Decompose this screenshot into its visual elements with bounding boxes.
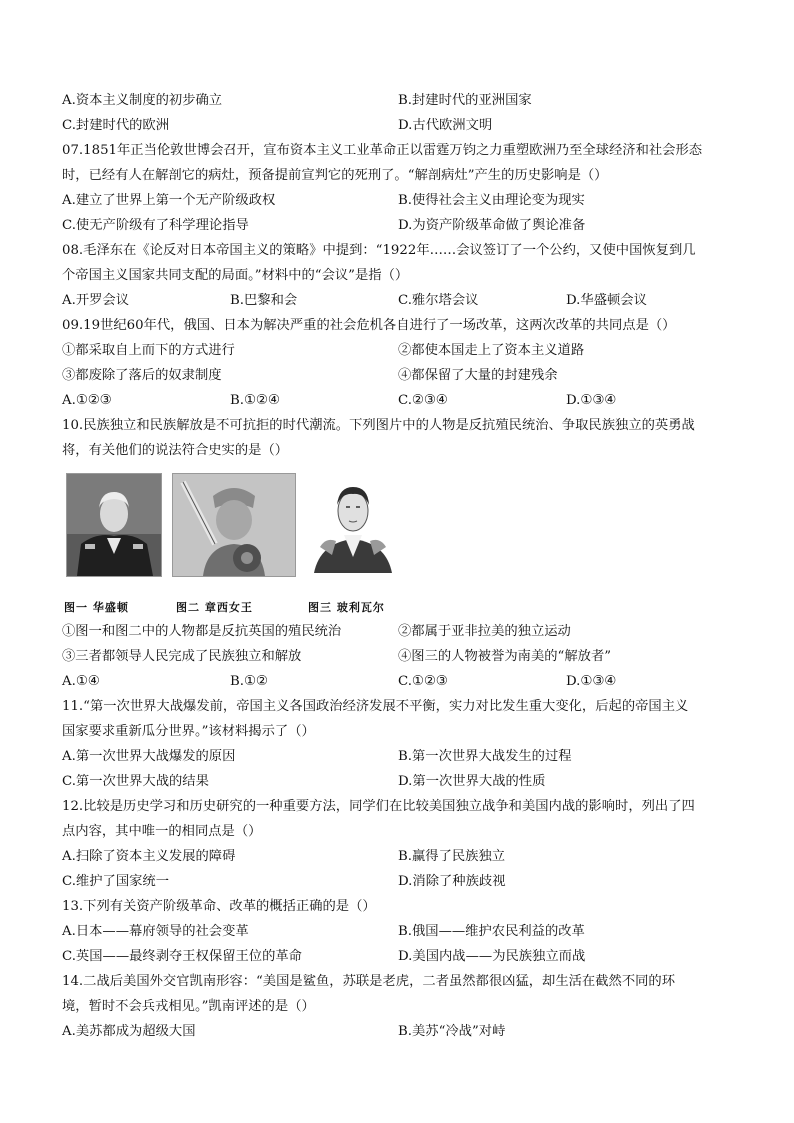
q10-stem-line-1: 10.民族独立和民族解放是不可抗拒的时代潮流。下列图片中的人物是反抗殖民统治、争取民族独立的英勇战	[62, 418, 695, 433]
q6-option-c: C.封建时代的欧洲	[62, 118, 170, 133]
q10-option-a: A.①④	[62, 674, 100, 689]
q13-option-b: B.俄国——维护农民利益的改革	[398, 924, 585, 939]
q13-option-a: A.日本——幕府领导的社会变革	[62, 924, 249, 939]
caption-figure-1: 图一 华盛顿	[64, 601, 129, 614]
washington-portrait-image	[66, 473, 162, 577]
q7-options-row-1	[62, 188, 734, 213]
q11-option-c: C.第一次世界大战的结果	[62, 774, 209, 789]
q9-statements-row-2	[62, 363, 734, 388]
q8-option-b: B.巴黎和会	[230, 293, 298, 308]
q10-statement-3: ③三者都领导人民完成了民族独立和解放	[62, 649, 302, 664]
q12-option-c: C.维护了国家统一	[62, 874, 170, 889]
q9-option-b: B.①②④	[230, 393, 280, 408]
q14-option-a: A.美苏都成为超级大国	[62, 1024, 196, 1039]
q14-stem-line-2: 境，暂时不会兵戎相见。”凯南评述的是（）	[62, 999, 315, 1014]
q10-stem-line-2: 将，有关他们的说法符合史实的是（）	[62, 443, 289, 458]
q12-options-row-2	[62, 869, 734, 894]
q7-option-b: B.使得社会主义由理论变为现实	[398, 193, 585, 208]
caption-figure-3: 图三 玻利瓦尔	[308, 601, 385, 614]
q9-statement-3: ③都废除了落后的奴隶制度	[62, 368, 222, 383]
q7-option-d: D.为资产阶级革命做了舆论准备	[398, 218, 586, 233]
q13-options-row-2	[62, 944, 734, 969]
q8-option-c: C.雅尔塔会议	[398, 293, 479, 308]
q11-stem-line-2: 国家要求重新瓜分世界。”该材料揭示了（）	[62, 724, 315, 739]
q11-option-d: D.第一次世界大战的性质	[398, 774, 546, 789]
q11-option-b: B.第一次世界大战发生的过程	[398, 749, 572, 764]
q9-statement-1: ①都采取自上而下的方式进行	[62, 343, 235, 358]
q10-option-b: B.①②	[230, 674, 268, 689]
q6-option-a: A.资本主义制度的初步确立	[62, 93, 223, 108]
q9-statement-4: ④都保留了大量的封建残余	[398, 368, 558, 383]
q14-stem-line-1: 14.二战后美国外交官凯南形容：“美国是鲨鱼，苏联是老虎，二者虽然都很凶猛，却生活在截然不同的环	[62, 974, 676, 989]
q9-statements-row-1	[62, 338, 734, 363]
q10-statements-row-2	[62, 644, 734, 669]
q9-option-a: A.①②③	[62, 393, 112, 408]
q10-statement-2: ②都属于亚非拉美的独立运动	[398, 624, 571, 639]
q8-option-a: A.开罗会议	[62, 293, 130, 308]
q11-option-a: A.第一次世界大战爆发的原因	[62, 749, 236, 764]
q13-option-d: D.美国内战——为民族独立而战	[398, 949, 586, 964]
q7-stem-line-2: 时，已经有人在解剖它的病灶，预备提前宣判它的死刑了。“解剖病灶”产生的历史影响是（）	[62, 168, 608, 183]
q13-option-c: C.英国——最终剥夺王权保留王位的革命	[62, 949, 302, 964]
q12-stem-line-1: 12.比较是历史学习和历史研究的一种重要方法，同学们在比较美国独立战争和美国内战的影响时，列出了四	[62, 799, 695, 814]
q7-option-a: A.建立了世界上第一个无产阶级政权	[62, 193, 276, 208]
q6-options-row-1	[62, 88, 734, 113]
q10-options-row	[62, 669, 734, 694]
q8-stem-line-2: 个帝国主义国家共同支配的局面。”材料中的“会议”是指（）	[62, 268, 409, 283]
figure-bolivar	[306, 473, 400, 584]
figure-rani-of-jhansi	[172, 473, 296, 577]
q14-option-b: B.美苏“冷战”对峙	[398, 1024, 506, 1039]
q8-stem-line-1: 08.毛泽东在《论反对日本帝国主义的策略》中提到：“1922年……会议签订了一个公约，又使中国恢复到几	[62, 243, 696, 258]
q12-option-b: B.赢得了民族独立	[398, 849, 506, 864]
q6-options-row-2	[62, 113, 734, 138]
q10-statement-1: ①图一和图二中的人物都是反抗英国的殖民统治	[62, 624, 342, 639]
bolivar-portrait-image	[306, 473, 400, 575]
q7-option-c: C.使无产阶级有了科学理论指导	[62, 218, 249, 233]
q12-stem-line-2: 点内容，其中唯一的相同点是（）	[62, 824, 262, 839]
q12-option-a: A.扫除了资本主义发展的障碍	[62, 849, 236, 864]
q9-options-row	[62, 388, 734, 413]
q14-options-row-1	[62, 1019, 734, 1044]
q10-statements-row-1	[62, 619, 734, 644]
q11-options-row-2	[62, 769, 734, 794]
figure-washington	[66, 473, 162, 577]
q9-stem-line-1: 09.19世纪60年代，俄国、日本为解决严重的社会危机各自进行了一场改革，这两次改革的共同点是（）	[62, 318, 676, 333]
caption-figure-2: 图二 章西女王	[176, 601, 253, 614]
q12-option-d: D.消除了种族歧视	[398, 874, 506, 889]
rani-of-jhansi-portrait-image	[172, 473, 296, 577]
q13-stem-line-1: 13.下列有关资产阶级革命、改革的概括正确的是（）	[62, 899, 376, 914]
q6-option-b: B.封建时代的亚洲国家	[398, 93, 532, 108]
q9-statement-2: ②都使本国走上了资本主义道路	[398, 343, 585, 358]
q10-option-c: C.①②③	[398, 674, 448, 689]
q8-options-row	[62, 288, 734, 313]
q10-option-d: D.①③④	[566, 674, 617, 689]
q11-stem-line-1: 11.“第一次世界大战爆发前，帝国主义各国政治经济发展不平衡，实力对比发生重大变化，后起的帝国主义	[62, 699, 689, 714]
q11-options-row-1	[62, 744, 734, 769]
q10-statement-4: ④图三的人物被誉为南美的“解放者”	[398, 649, 612, 664]
q9-option-d: D.①③④	[566, 393, 617, 408]
q7-stem-line-1: 07.1851年正当伦敦世博会召开，宣布资本主义工业革命正以雷霆万钧之力重塑欧洲乃至全球经济和社会形态	[62, 143, 703, 158]
q13-options-row-1	[62, 919, 734, 944]
q10-figures	[66, 473, 734, 595]
exam-page	[62, 88, 734, 1044]
q10-figure-captions	[64, 595, 734, 619]
q7-options-row-2	[62, 213, 734, 238]
q8-option-d: D.华盛顿会议	[566, 293, 647, 308]
q9-option-c: C.②③④	[398, 393, 448, 408]
q12-options-row-1	[62, 844, 734, 869]
q6-option-d: D.古代欧洲文明	[398, 118, 493, 133]
